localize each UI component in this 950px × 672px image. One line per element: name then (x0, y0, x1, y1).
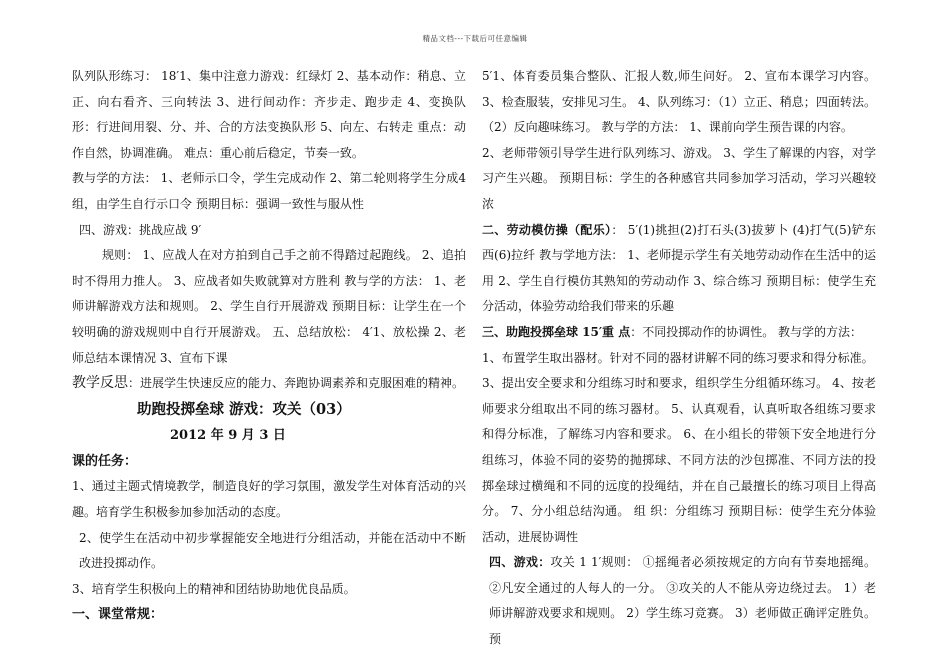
paragraph-text: 攻关 1 1′规则： ①摇绳者必须按规定的方向有节奏地摇绳。②凡安全通过的人每人的一分。 ③攻关的人不能从旁边绕过去。 1）老师讲解游戏要求和规则。 2）学生练习竞赛。 3）老师做正确评定胜负。 预 (489, 555, 876, 647)
section-heading: 四、游戏：挑战应战 9′ (79, 222, 202, 237)
paragraph: 2、老师带领引导学生进行队列练习、游戏。 3、学生了解课的内容，对学习产生兴趣。 预期目标：学生的各种感官共同参加学习活动，学习兴趣较浓 (482, 145, 876, 211)
paragraph: 教与学的方法： 1、老师示口令，学生完成动作 2、第二轮则将学生分成4组，由学生自行示口令 预期目标：强调一致性与服从性 (72, 171, 466, 211)
lesson-date: 2012 年 9 月 3 日 (170, 427, 286, 443)
task-item: 1、通过主题式情境教学，制造良好的学习氛围，激发学生对体育活动的兴趣。培育学生积极参加参加活动的态度。 (72, 479, 466, 519)
paragraph-text: ： 5′(1)挑担(2)打石头(3)拔萝卜 (4)打气(5)铲东西(6)拉纤 教与学地方法： 1、老师提示学生有关地劳动动作在生活中的运用 2、学生自行模仿其熟知的劳动动作 3、综合练习 预期目标：使学生充分活动，体验劳动给我们带来的乐趣 (482, 222, 876, 314)
section-heading: 三、助跑投掷垒球 15′重 点 (482, 324, 631, 339)
paragraph: 规则： 1、应战人在对方拍到自己手之前不得踏过起跑线。 2、追拍时不得用力推人。 3、应战者如失败就算对方胜利 教与学的方法： 1、老师讲解游戏方法和规则。 2、学生自行开展游戏 预期目标：让学生在一个较明确的游戏规则中自行开展游戏。 五、总结放松： 4′1、放松操 2、老师总结本课情况 3、宣布下课 (72, 248, 466, 365)
paragraph: 5′1、体育委员集合整队、汇报人数,师生问好。 2、宣布本课学习内容。3、检查服装，安排见习生。 4、队列练习：（1）立正、稍息；四面转法。（2）反向趣味练习。 教与学的方法： 1、课前向学生预告课的内容。 (482, 69, 876, 135)
section-heading: 二、劳动模仿操（配乐） (482, 222, 612, 237)
task-item: 3、培育学生积极向上的精神和团结协助地优良品质。 (72, 581, 356, 596)
paragraph (482, 218, 876, 320)
reflection-text: ：进展学生快速反应的能力、奔跑协调素养和克服困难的精神。 (128, 376, 465, 391)
paragraph: 3、提出安全要求和分组练习时和要求，组织学生分组循环练习。 4、按老师要求分组取出不同的练习器材。 5、认真观看，认真听取各组练习要求和得分标准，了解练习内容和要求。 6、在小组长的带领下安全地进行分组练习，体验不同的姿势的抛掷球、不同方法的沙包掷准、不同方法的投掷垒球过横绳和不同的远度的投绳结，并在自己最擅长的练习项目上得高分。 7、分小组总结沟通。 组 织：分组练习 预期目标：使学生充分体验活动，进展协调性 (482, 376, 876, 544)
tasks-heading: 课的任务： (72, 453, 138, 469)
paragraph (482, 550, 876, 652)
task-item: 2、使学生在活动中初步掌握能安全地进行分组活动，并能在活动中不断改进投掷动作。 (79, 530, 466, 571)
reflection (72, 371, 466, 397)
paragraph (482, 320, 876, 346)
reflection-label: 教学反思 (72, 375, 128, 392)
left-column (72, 64, 466, 628)
section-heading: 一、课堂常规： (72, 607, 164, 623)
paragraph: 1、布置学生取出器材。针对不同的器材讲解不同的练习要求和得分标准。 (482, 350, 874, 365)
right-column (482, 64, 876, 653)
section-heading: 四、游戏： (489, 555, 551, 570)
paragraph-text: ：不同投掷动作的协调性。 教与学的方法： (630, 324, 863, 339)
page-header: 精品文档---下载后可任意编辑 (422, 34, 528, 43)
lesson-title: 助跑投掷垒球 游戏：攻关（03） (137, 400, 351, 418)
paragraph: 队列队形练习： 18′1、集中注意力游戏：红绿灯 2、基本动作：稍息、立正、向右看齐、三向转法 3、进行间动作：齐步走、跑步走 4、变换队形：行进间用裂、分、并、合的方法变换队形 5、向左、右转走 重点：动作自然，协调准确。 难点：重心前后稳定，节奏一致。 (72, 69, 466, 160)
